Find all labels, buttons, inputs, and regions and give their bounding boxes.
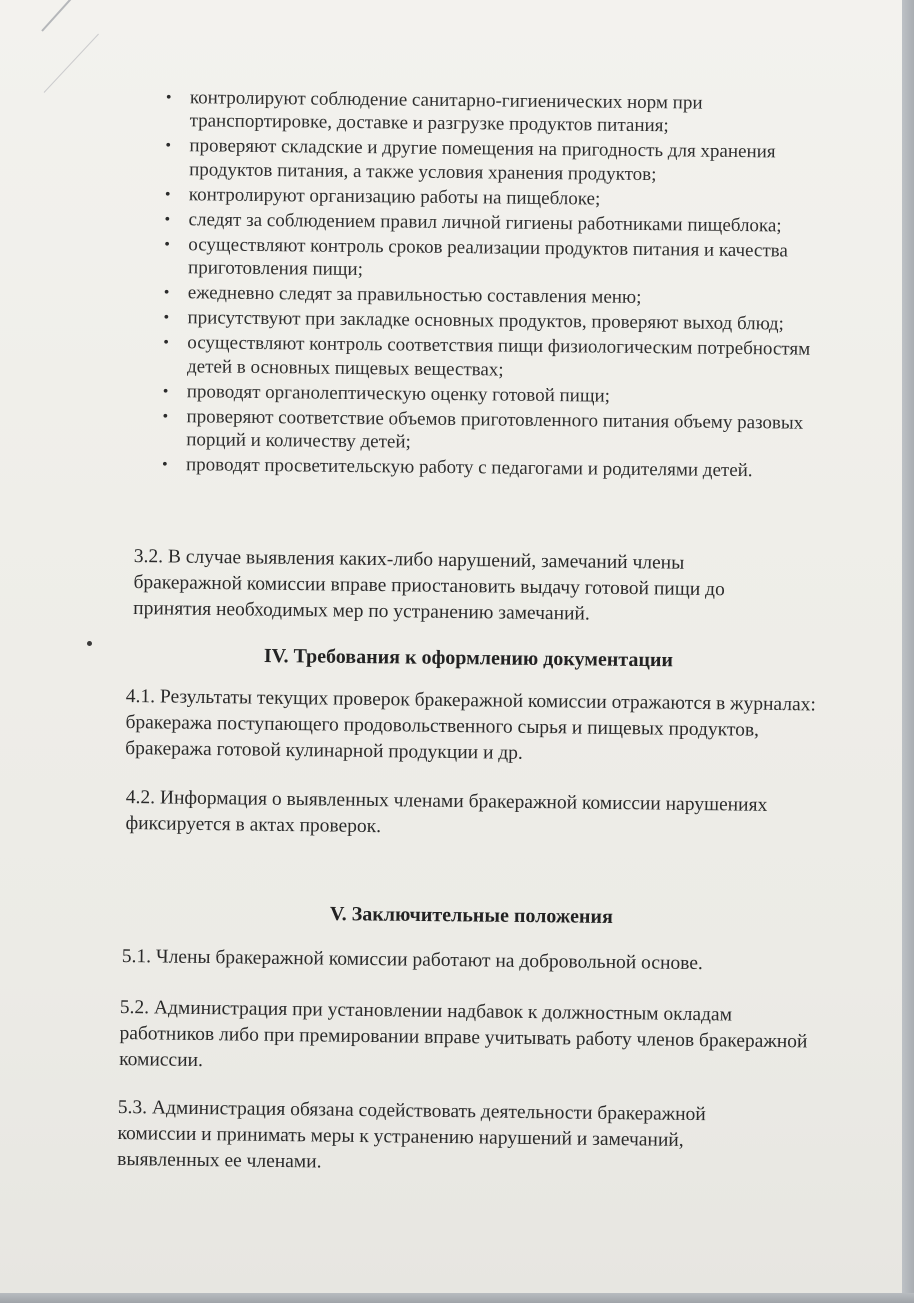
- bullet-icon: •: [163, 309, 170, 327]
- bullet-icon: •: [161, 456, 168, 474]
- bullet-icon: •: [165, 137, 172, 155]
- section-5-heading: V. Заключительные положения: [329, 903, 613, 928]
- pen-stroke-mark: [41, 0, 106, 32]
- list-item: • проверяют складские и другие помещения на пригодность для хранения продуктов питания, а также условия хранения продуктов;: [165, 135, 776, 185]
- pen-stroke-mark-faint: [44, 34, 99, 93]
- list-item: • контролируют соблюдение санитарно-гигиенических норм при транспортировке, доставке и разгрузке продуктов питания;: [165, 87, 703, 137]
- bullet-icon: •: [164, 235, 171, 253]
- list-item: • осуществляют контроль соответствия пищи физиологическим потребностям детей в основных пищевых веществах;: [163, 332, 811, 381]
- list-item: • ежедневно следят за правильностью составления меню;: [163, 282, 642, 309]
- background-edge: [902, 0, 914, 1303]
- paragraph-5-2: 5.2. Администрация при установлении надбавок к должностным окладам работников либо при премировании вправе учитывать работу членов бракеражной комиссии.: [119, 996, 808, 1072]
- list-item: • проверяют соответствие объемов приготовленного питания объему разовых порций и количеству детей;: [162, 405, 804, 453]
- list-item: • контролируют организацию работы на пищеблоке;: [164, 184, 601, 210]
- paragraph-3-2: 3.2. В случае выявления каких-либо нарушений, замечаний члены бракеражной комиссии вправе приостановить выдачу готовой пищи до принятия необходимых мер по устранению замечаний.: [133, 545, 725, 625]
- bullet-icon: •: [162, 407, 169, 425]
- list-item: • присутствуют при закладке основных продуктов, проверяют выход блюд;: [163, 307, 784, 335]
- paragraph-4-1: 4.1. Результаты текущих проверок бракеражной комиссии отражаются в журналах: бракеража поступающего продовольственного сырья и пищевых продуктов, бракеража готовой кулинарной продукции и др.: [125, 685, 817, 764]
- bullet-icon: •: [164, 185, 171, 203]
- bullet-icon: •: [164, 210, 171, 228]
- list-item: • осуществляют контроль сроков реализации продуктов питания и качества приготовления пищи;: [164, 234, 788, 281]
- paragraph-4-2: 4.2. Информация о выявленных членами бракеражной комиссии нарушениях фиксируется в актах проверок.: [125, 786, 768, 838]
- list-item: • следят за соблюдением правил личной гигиены работниками пищеблока;: [164, 209, 782, 237]
- duties-bullet-list: [162, 86, 826, 485]
- bullet-icon: •: [163, 284, 170, 302]
- list-item: • проводят органолептическую оценку готовой пищи;: [162, 380, 611, 407]
- ink-dot-mark: [87, 641, 92, 646]
- bullet-icon: •: [162, 382, 169, 400]
- background-bottom-edge: [0, 1293, 914, 1303]
- section-4-heading: IV. Требования к оформлению документации: [263, 645, 674, 672]
- bullet-icon: •: [165, 88, 172, 107]
- paragraph-5-1: 5.1. Члены бракеражной комиссии работают на добровольной основе.: [121, 945, 703, 975]
- paragraph-5-3: 5.3. Администрация обязана содействовать деятельности бракеражной комиссии и принимать меры к устранению нарушений и замечаний, выявленных ее членами.: [117, 1096, 706, 1173]
- list-item: • проводят просветительскую работу с педагогами и родителями детей.: [161, 454, 753, 482]
- bullet-icon: •: [163, 334, 170, 352]
